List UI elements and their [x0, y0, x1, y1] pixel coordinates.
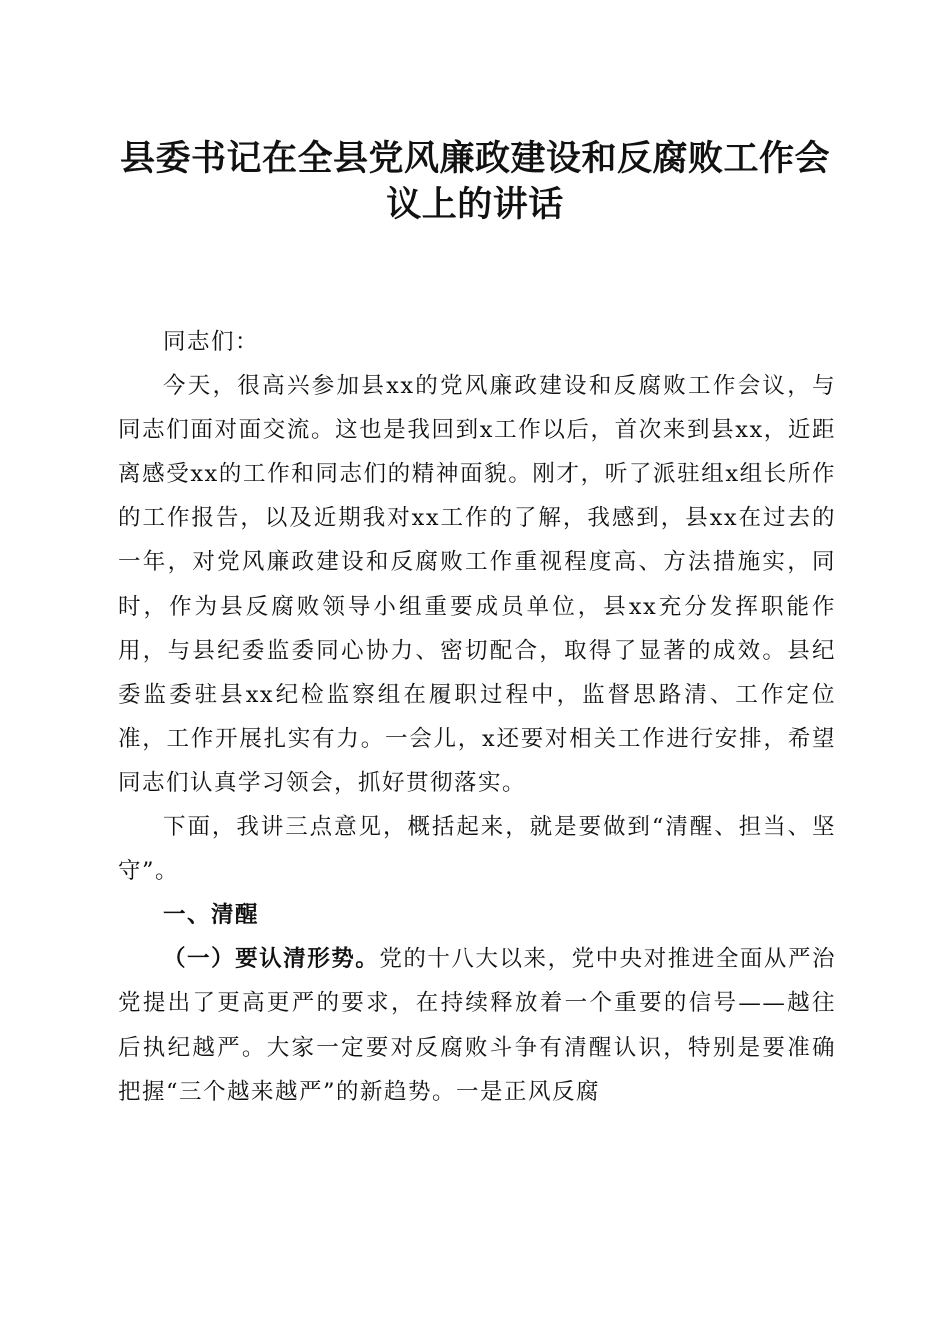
title-line-2: 议上的讲话 — [386, 185, 564, 225]
greeting: 同志们： — [163, 329, 260, 355]
section-heading: 一、清醒 — [163, 902, 260, 929]
subsection-paragraph — [118, 937, 836, 1113]
document-title — [110, 136, 840, 228]
document-body — [118, 320, 836, 1114]
title-line-1: 县委书记在全县党风廉政建设和反腐败工作会 — [119, 139, 830, 179]
subsection-lead: （一）要认清形势。 — [163, 946, 380, 973]
outline-paragraph: 下面，我讲三点意见，概括起来，就是要做到“清醒、担当、坚守”。 — [118, 814, 836, 885]
opening-paragraph: 今天，很高兴参加县xx的党风廉政建设和反腐败工作会议，与同志们面对面交流。这也是我回到x工作以后，首次来到县xx，近距离感受xx的工作和同志们的精神面貌。刚才，听了派驻组x组长所作的工作报告，以及近期我对xx工作的了解，我感到，县xx在过去的一年，对党风廉政建设和反腐败工作重视程度高、方法措施实，同时，作为县反腐败领导小组重要成员单位，县xx充分发挥职能作用，与县纪委监委同心协力、密切配合，取得了显著的成效。县纪委监委驻县xx纪检监察组在履职过程中，监督思路清、工作定位准，工作开展扎实有力。一会儿，x还要对相关工作进行安排，希望同志们认真学习领会，抓好贯彻落实。 — [118, 373, 836, 796]
subsection-text: 党的十八大以来，党中央对推进全面从严治党提出了更高更严的要求，在持续释放着一个重要的信号——越往后执纪越严。大家一定要对反腐败斗争有清醒认识，特别是要准确把握“三个越来越严”的新趋势。一是正风反腐 — [118, 946, 836, 1105]
